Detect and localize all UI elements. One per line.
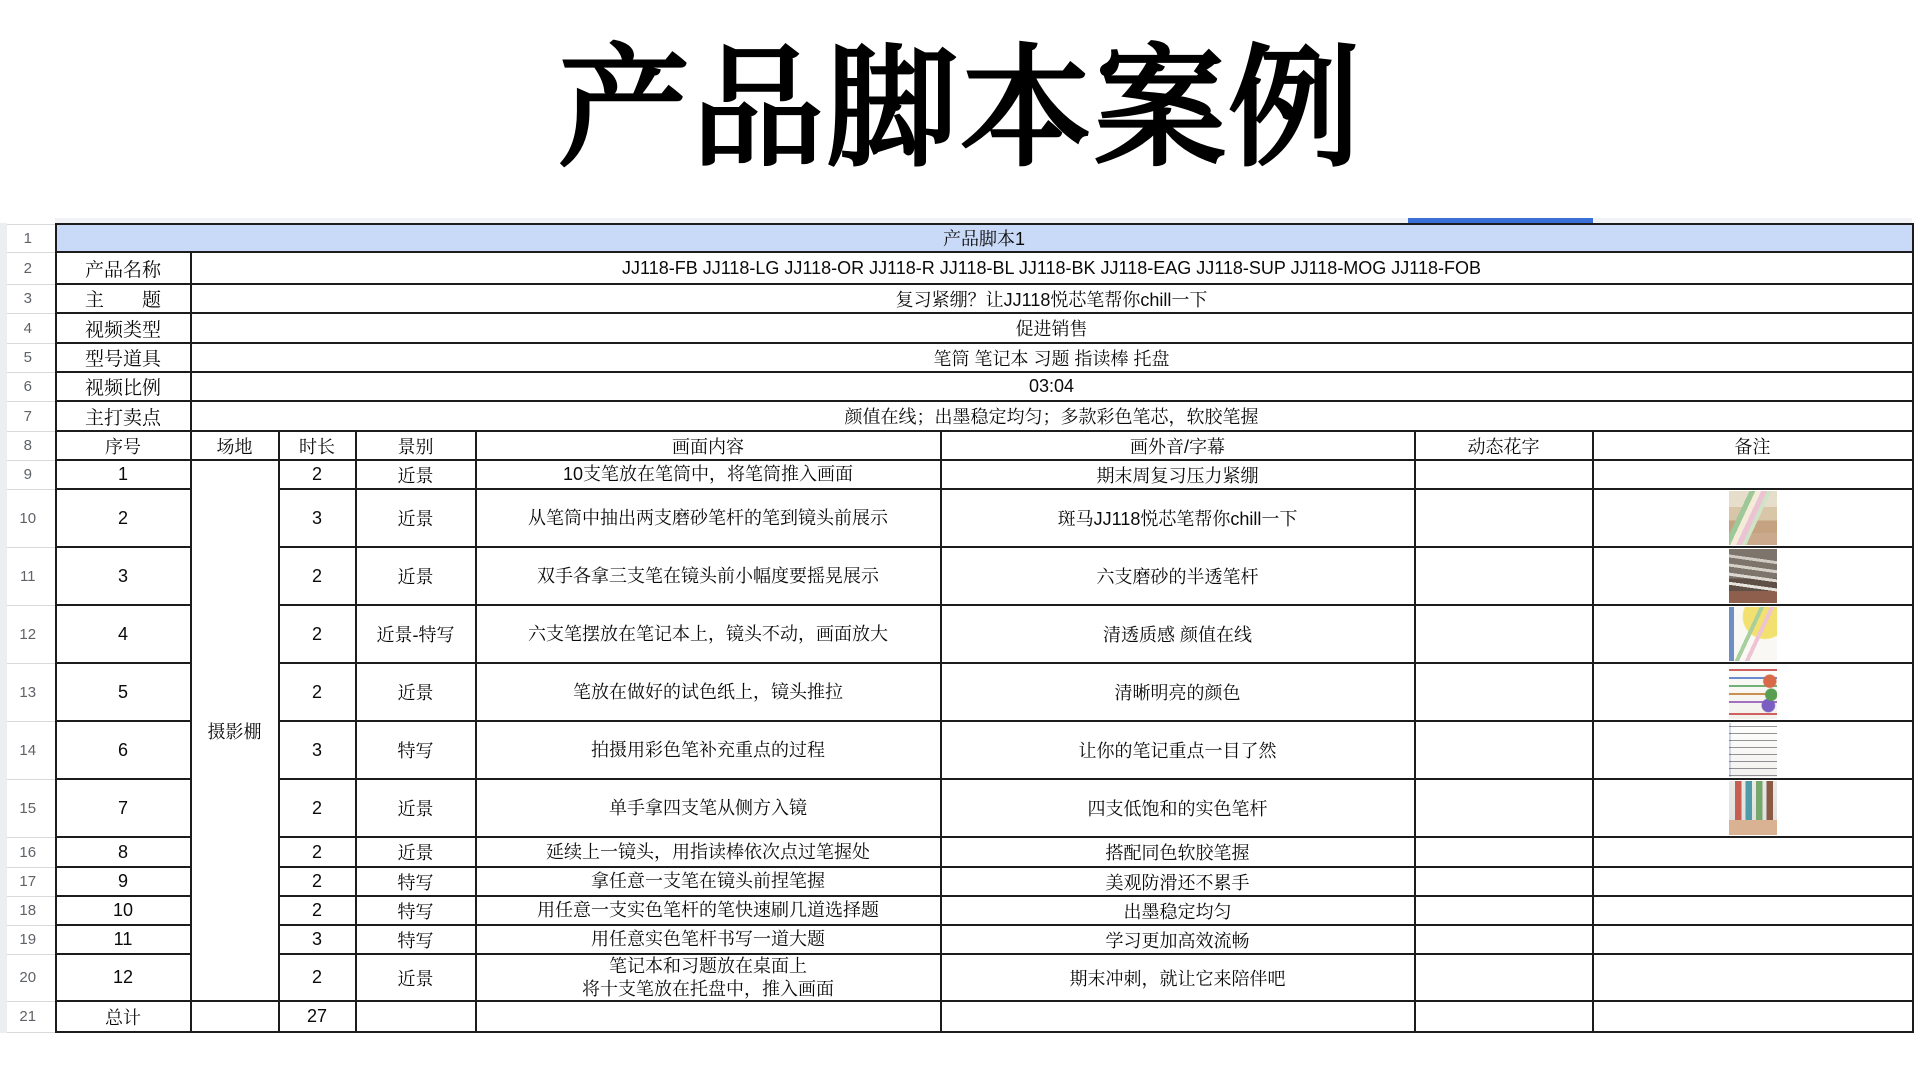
cell-duration[interactable]: 2 bbox=[279, 896, 356, 925]
script-table bbox=[0, 223, 1914, 1033]
cell-shot-type[interactable]: 特写 bbox=[356, 867, 476, 896]
cell-note[interactable] bbox=[1593, 954, 1913, 1001]
row-number[interactable]: 5 bbox=[1, 343, 56, 372]
row-number[interactable]: 12 bbox=[1, 605, 56, 663]
cell-value-product-name[interactable]: JJ118-FB JJ118-LG JJ118-OR JJ118-R JJ118-BL JJ118-BK JJ118-EAG JJ118-SUP JJ118-MOG JJ118-FOB bbox=[191, 252, 1913, 284]
cell-note[interactable] bbox=[1593, 779, 1913, 837]
cell-voiceover[interactable]: 清透质感 颜值在线 bbox=[941, 605, 1415, 663]
cell-note[interactable] bbox=[1593, 663, 1913, 721]
cell-fancy-text[interactable] bbox=[1415, 867, 1593, 896]
note-image-pens-fanned-dark-background bbox=[1729, 549, 1777, 603]
row-number[interactable]: 15 bbox=[1, 779, 56, 837]
cell-duration[interactable]: 2 bbox=[279, 547, 356, 605]
column-header-duration[interactable]: 时长 bbox=[279, 431, 356, 460]
cell-seq[interactable]: 10 bbox=[56, 896, 191, 925]
cell-value-selling-points[interactable]: 颜值在线；出墨稳定均匀；多款彩色笔芯，软胶笔握 bbox=[191, 401, 1913, 431]
cell-venue[interactable]: 摄影棚 bbox=[191, 460, 279, 1001]
cell-seq[interactable]: 5 bbox=[56, 663, 191, 721]
cell-note[interactable] bbox=[1593, 896, 1913, 925]
cell-content[interactable]: 笔记本和习题放在桌面上 将十支笔放在托盘中，推入画面 bbox=[476, 954, 941, 1001]
cell-note[interactable] bbox=[1593, 925, 1913, 954]
cell-content[interactable]: 拿任意一支笔在镜头前捏笔握 bbox=[476, 867, 941, 896]
cell-voiceover[interactable]: 学习更加高效流畅 bbox=[941, 925, 1415, 954]
row-number[interactable]: 20 bbox=[1, 954, 56, 1001]
column-header-content[interactable]: 画面内容 bbox=[476, 431, 941, 460]
cell-content[interactable]: 用任意实色笔杆书写一道大题 bbox=[476, 925, 941, 954]
cell-duration[interactable]: 2 bbox=[279, 605, 356, 663]
cell-value-video-type[interactable]: 促进销售 bbox=[191, 313, 1913, 343]
cell-seq[interactable]: 3 bbox=[56, 547, 191, 605]
row-number[interactable]: 3 bbox=[1, 284, 56, 313]
cell-voiceover[interactable]: 美观防滑还不累手 bbox=[941, 867, 1415, 896]
cell-duration[interactable]: 2 bbox=[279, 837, 356, 867]
sheet-top-edge bbox=[55, 218, 1912, 223]
cell-content[interactable]: 用任意一支实色笔杆的笔快速刷几道选择题 bbox=[476, 896, 941, 925]
cell-fancy-text[interactable] bbox=[1415, 779, 1593, 837]
cell-fancy-text[interactable] bbox=[1415, 489, 1593, 547]
cell-seq[interactable]: 4 bbox=[56, 605, 191, 663]
cell-shot-type[interactable]: 近景 bbox=[356, 460, 476, 489]
row-number[interactable]: 16 bbox=[1, 837, 56, 867]
column-header-voiceover[interactable]: 画外音/字幕 bbox=[941, 431, 1415, 460]
cell-voiceover[interactable]: 出墨稳定均匀 bbox=[941, 896, 1415, 925]
cell-content[interactable]: 六支笔摆放在笔记本上，镜头不动，画面放大 bbox=[476, 605, 941, 663]
note-image-handwritten-notes-page bbox=[1729, 723, 1777, 777]
cell-seq[interactable]: 11 bbox=[56, 925, 191, 954]
cell-content[interactable]: 从笔筒中抽出两支磨砂笔杆的笔到镜头前展示 bbox=[476, 489, 941, 547]
note-image-hand-holding-pastel-pens-over-paper bbox=[1729, 491, 1777, 545]
cell-fancy-text[interactable] bbox=[1415, 896, 1593, 925]
cell-value-theme[interactable]: 复习紧绷？让JJ118悦芯笔帮你chill一下 bbox=[191, 284, 1913, 313]
note-image-hand-holding-four-pens bbox=[1729, 781, 1777, 835]
selection-indicator bbox=[1408, 218, 1593, 223]
cell-shot-type[interactable]: 近景 bbox=[356, 663, 476, 721]
cell-fancy-text[interactable] bbox=[1415, 460, 1593, 489]
row-number[interactable]: 11 bbox=[1, 547, 56, 605]
cell-fancy-text[interactable] bbox=[1415, 954, 1593, 1001]
cell-seq[interactable]: 9 bbox=[56, 867, 191, 896]
cell-label-ratio[interactable]: 视频比例 bbox=[56, 372, 191, 401]
cell-content[interactable]: 10支笔放在笔筒中，将笔筒推入画面 bbox=[476, 460, 941, 489]
row-number[interactable]: 6 bbox=[1, 372, 56, 401]
cell-content[interactable]: 双手各拿三支笔在镜头前小幅度要摇晃展示 bbox=[476, 547, 941, 605]
row-number[interactable]: 18 bbox=[1, 896, 56, 925]
cell-total-voiceover[interactable] bbox=[941, 1001, 1415, 1032]
row-number[interactable]: 19 bbox=[1, 925, 56, 954]
cell-fancy-text[interactable] bbox=[1415, 837, 1593, 867]
cell-duration[interactable]: 2 bbox=[279, 779, 356, 837]
cell-shot-type[interactable]: 近景 bbox=[356, 954, 476, 1001]
cell-value-props[interactable]: 笔筒 笔记本 习题 指读棒 托盘 bbox=[191, 343, 1913, 372]
sheet-left-edge bbox=[0, 223, 7, 1033]
row-number[interactable]: 4 bbox=[1, 313, 56, 343]
row-number[interactable]: 1 bbox=[1, 224, 56, 252]
cell-duration[interactable]: 2 bbox=[279, 867, 356, 896]
cell-total-note[interactable] bbox=[1593, 1001, 1913, 1032]
cell-note[interactable] bbox=[1593, 460, 1913, 489]
row-number[interactable]: 21 bbox=[1, 1001, 56, 1032]
cell-fancy-text[interactable] bbox=[1415, 721, 1593, 779]
cell-fancy-text[interactable] bbox=[1415, 663, 1593, 721]
cell-duration[interactable]: 2 bbox=[279, 663, 356, 721]
cell-value-ratio[interactable]: 03:04 bbox=[191, 372, 1913, 401]
cell-note[interactable] bbox=[1593, 721, 1913, 779]
cell-duration[interactable]: 3 bbox=[279, 489, 356, 547]
cell-seq[interactable]: 1 bbox=[56, 460, 191, 489]
cell-label-product-name[interactable]: 产品名称 bbox=[56, 252, 191, 284]
column-header-seq[interactable]: 序号 bbox=[56, 431, 191, 460]
cell-voiceover[interactable]: 四支低饱和的实色笔杆 bbox=[941, 779, 1415, 837]
cell-voiceover[interactable]: 期末周复习压力紧绷 bbox=[941, 460, 1415, 489]
cell-total-duration[interactable]: 27 bbox=[279, 1001, 356, 1032]
cell-content[interactable]: 笔放在做好的试色纸上，镜头推拉 bbox=[476, 663, 941, 721]
cell-content[interactable]: 拍摄用彩色笔补充重点的过程 bbox=[476, 721, 941, 779]
cell-fancy-text[interactable] bbox=[1415, 925, 1593, 954]
cell-voiceover[interactable]: 让你的笔记重点一目了然 bbox=[941, 721, 1415, 779]
cell-label-selling-points[interactable]: 主打卖点 bbox=[56, 401, 191, 431]
cell-note[interactable] bbox=[1593, 867, 1913, 896]
column-header-notes[interactable]: 备注 bbox=[1593, 431, 1913, 460]
cell-seq[interactable]: 6 bbox=[56, 721, 191, 779]
row-number[interactable]: 13 bbox=[1, 663, 56, 721]
cell-script-title[interactable]: 产品脚本1 bbox=[56, 224, 1913, 252]
column-header-fancy-text[interactable]: 动态花字 bbox=[1415, 431, 1593, 460]
column-header-shot-type[interactable]: 景别 bbox=[356, 431, 476, 460]
cell-shot-type[interactable]: 特写 bbox=[356, 925, 476, 954]
cell-total-content[interactable] bbox=[476, 1001, 941, 1032]
cell-voiceover[interactable]: 期末冲刺，就让它来陪伴吧 bbox=[941, 954, 1415, 1001]
cell-label-video-type[interactable]: 视频类型 bbox=[56, 313, 191, 343]
cell-voiceover[interactable]: 搭配同色软胶笔握 bbox=[941, 837, 1415, 867]
cell-shot-type[interactable]: 特写 bbox=[356, 721, 476, 779]
row-number[interactable]: 14 bbox=[1, 721, 56, 779]
cell-voiceover[interactable]: 六支磨砂的半透笔杆 bbox=[941, 547, 1415, 605]
cell-duration[interactable]: 2 bbox=[279, 460, 356, 489]
cell-seq[interactable]: 8 bbox=[56, 837, 191, 867]
cell-content[interactable]: 单手拿四支笔从侧方入镜 bbox=[476, 779, 941, 837]
cell-label-props[interactable]: 型号道具 bbox=[56, 343, 191, 372]
cell-shot-type[interactable]: 近景 bbox=[356, 837, 476, 867]
cell-seq[interactable]: 12 bbox=[56, 954, 191, 1001]
cell-shot-type[interactable]: 近景-特写 bbox=[356, 605, 476, 663]
row-number[interactable]: 8 bbox=[1, 431, 56, 460]
note-image-color-swatch-test-sheet bbox=[1729, 665, 1777, 719]
cell-voiceover[interactable]: 清晰明亮的颜色 bbox=[941, 663, 1415, 721]
cell-total-shot-type[interactable] bbox=[356, 1001, 476, 1032]
cell-note[interactable] bbox=[1593, 547, 1913, 605]
cell-duration[interactable]: 2 bbox=[279, 954, 356, 1001]
cell-total-venue[interactable] bbox=[191, 1001, 279, 1032]
cell-content[interactable]: 延续上一镜头，用指读棒依次点过笔握处 bbox=[476, 837, 941, 867]
cell-shot-type[interactable]: 近景 bbox=[356, 547, 476, 605]
cell-voiceover[interactable]: 斑马JJ118悦芯笔帮你chill一下 bbox=[941, 489, 1415, 547]
row-number[interactable]: 7 bbox=[1, 401, 56, 431]
cell-fancy-text[interactable] bbox=[1415, 605, 1593, 663]
cell-shot-type[interactable]: 近景 bbox=[356, 779, 476, 837]
cell-label-theme[interactable]: 主 题 bbox=[56, 284, 191, 313]
cell-note[interactable] bbox=[1593, 489, 1913, 547]
column-header-venue[interactable]: 场地 bbox=[191, 431, 279, 460]
cell-duration[interactable]: 3 bbox=[279, 925, 356, 954]
row-number[interactable]: 2 bbox=[1, 252, 56, 284]
page-title: 产品脚本案例 bbox=[558, 35, 1362, 182]
cell-seq[interactable]: 2 bbox=[56, 489, 191, 547]
cell-shot-type[interactable]: 近景 bbox=[356, 489, 476, 547]
cell-total-fancy-text[interactable] bbox=[1415, 1001, 1593, 1032]
cell-fancy-text[interactable] bbox=[1415, 547, 1593, 605]
row-number[interactable]: 9 bbox=[1, 460, 56, 489]
shot-rows bbox=[1, 460, 1913, 1001]
cell-seq[interactable]: 7 bbox=[56, 779, 191, 837]
cell-total-label[interactable]: 总计 bbox=[56, 1001, 191, 1032]
note-image-pens-on-notebook-with-sticky-note bbox=[1729, 607, 1777, 661]
cell-note[interactable] bbox=[1593, 605, 1913, 663]
row-number[interactable]: 17 bbox=[1, 867, 56, 896]
row-number[interactable]: 10 bbox=[1, 489, 56, 547]
title-band bbox=[0, 0, 1920, 218]
cell-shot-type[interactable]: 特写 bbox=[356, 896, 476, 925]
cell-duration[interactable]: 3 bbox=[279, 721, 356, 779]
cell-note[interactable] bbox=[1593, 837, 1913, 867]
